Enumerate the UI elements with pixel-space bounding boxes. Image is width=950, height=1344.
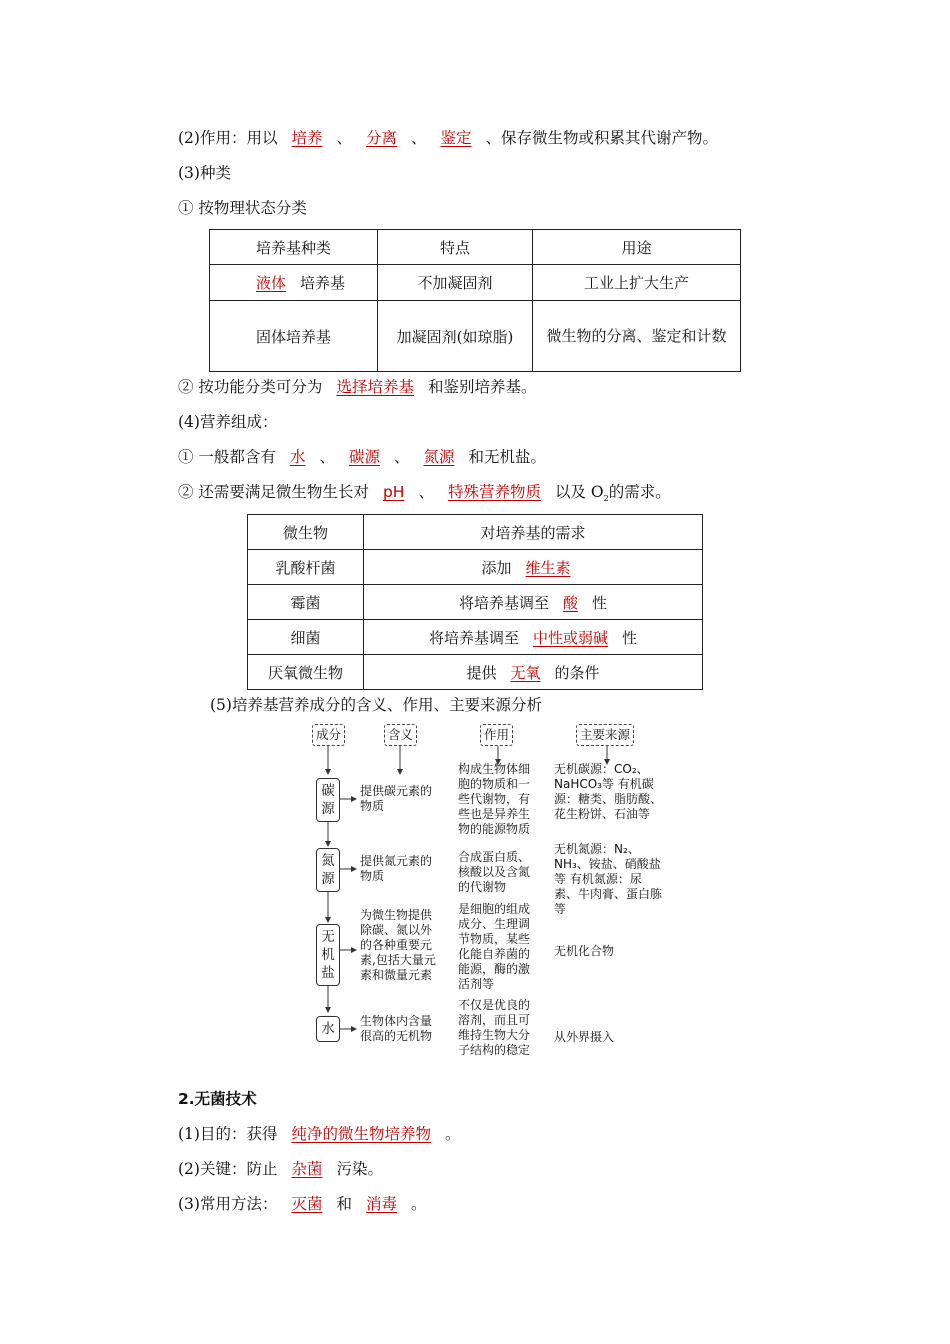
answer-blank: 鉴定 [440, 129, 472, 147]
meaning-water: 生物体内含量很高的无机物 [360, 1014, 433, 1043]
nutrition-heading: (4)营养组成： [178, 413, 278, 431]
table-cell: 液体 培养基 [210, 265, 378, 301]
diagram-header-meaning: 含义 [384, 724, 417, 746]
table-cell: 工业上扩大生产 [533, 265, 741, 301]
table-cell: 将培养基调至 酸 性 [364, 585, 703, 620]
diagram-header-source: 主要来源 [576, 724, 634, 746]
answer-blank: 氮源 [423, 448, 455, 466]
table-cell: 乳酸杆菌 [248, 550, 364, 585]
function-water: 不仅是优良的溶剂，而且可维持生物大分子结构的稳定 [458, 998, 531, 1057]
table-header: 微生物 [248, 515, 364, 550]
answer-blank: 消毒 [366, 1195, 398, 1213]
key-line: (2)关键：防止 杂菌 污染。 [178, 1160, 383, 1178]
table-row [210, 301, 741, 372]
table-cell: 厌氧微生物 [248, 655, 364, 690]
table-cell: 加凝固剂(如琼脂) [378, 301, 533, 372]
methods-line: (3)常用方法： 灭菌 和 消毒 。 [178, 1195, 427, 1213]
diagram-header-function: 作用 [480, 724, 513, 746]
types-heading: (3)种类 [178, 164, 231, 182]
function-carbon: 构成生物体细胞的物质和一些代谢物，有些也是异养生物的能源物质 [458, 762, 531, 836]
table-cell: 不加凝固剂 [378, 265, 533, 301]
table-header: 用途 [533, 230, 741, 265]
answer-blank: 培养 [291, 129, 323, 147]
answer-blank: pH [382, 483, 405, 501]
answer-blank: 纯净的微生物培养物 [291, 1125, 431, 1143]
node-inorganic-salt: 无机盐 [316, 924, 340, 986]
node-water: 水 [316, 1016, 340, 1042]
diagram-header-component: 成分 [312, 724, 345, 746]
microbe-need-table [247, 514, 703, 690]
nutrient-diagram [300, 722, 670, 1072]
source-water: 从外界摄入 [554, 1030, 615, 1044]
table-header: 培养基种类 [210, 230, 378, 265]
answer-blank: 无氧 [510, 663, 541, 682]
table-row [248, 655, 703, 690]
physical-heading: ① 按物理状态分类 [178, 199, 307, 217]
answer-blank: 分离 [366, 129, 398, 147]
source-salt: 无机化合物 [554, 944, 615, 958]
table-row [210, 265, 741, 301]
answer-blank: 酸 [562, 593, 578, 612]
table-header: 对培养基的需求 [364, 515, 703, 550]
table-cell: 固体培养基 [210, 301, 378, 372]
answer-blank: 特殊营养物质 [447, 483, 541, 501]
table-cell: 添加 维生素 [364, 550, 703, 585]
role-line: (2)作用：用以 培养 、 分离 、 鉴定 、保存微生物或积累其代谢产物。 [178, 129, 719, 147]
nutrition-line-1: ① 一般都含有 水 、 碳源 、 氮源 和无机盐。 [178, 448, 547, 466]
node-carbon-source: 碳源 [316, 778, 340, 822]
table-cell: 细菌 [248, 620, 364, 655]
answer-blank: 碳源 [348, 448, 380, 466]
table-row [248, 620, 703, 655]
meaning-salt: 为微生物提供除碳、氮以外的各种重要元素,包括大量元素和微量元素 [360, 908, 436, 982]
table-cell: 霉菌 [248, 585, 364, 620]
table-header: 特点 [378, 230, 533, 265]
table-cell: 将培养基调至 中性或弱碱 性 [364, 620, 703, 655]
source-nitrogen: 无机氮源：N₂、NH₃、铵盐、硝酸盐等 有机氮源：尿素、牛肉膏、蛋白胨等 [554, 842, 663, 916]
function-salt: 是细胞的组成成分、生理调节物质，某些化能自养菌的能源，酶的激活剂等 [458, 902, 531, 991]
table-cell: 微生物的分离、鉴定和计数 [533, 301, 741, 372]
answer-blank: 选择培养基 [336, 378, 414, 396]
function-nitrogen: 合成蛋白质、核酸以及含氮的代谢物 [458, 850, 531, 894]
source-carbon: 无机碳源：CO₂、NaHCO₃等 有机碳源：糖类、脂肪酸、花生粉饼、石油等 [554, 762, 663, 821]
medium-type-table [209, 229, 741, 372]
answer-blank: 维生素 [525, 558, 571, 577]
answer-blank: 中性或弱碱 [532, 628, 608, 647]
table-row [248, 585, 703, 620]
table-row [248, 550, 703, 585]
meaning-carbon: 提供碳元素的物质 [360, 784, 433, 813]
goal-line: (1)目的：获得 纯净的微生物培养物 。 [178, 1125, 461, 1143]
node-nitrogen-source: 氮源 [316, 848, 340, 892]
answer-blank: 灭菌 [291, 1195, 323, 1213]
nutrition-line-2: ② 还需要满足微生物生长对 pH 、 特殊营养物质 以及 $O_2$的需求。 [178, 483, 671, 504]
answer-blank: 水 [289, 448, 306, 466]
answer-blank: 杂菌 [291, 1160, 323, 1178]
answer-blank: 液体 [255, 274, 286, 292]
analysis-heading: (5)培养基营养成分的含义、作用、主要来源分析 [210, 696, 542, 714]
section-2-heading: 2.无菌技术 [178, 1090, 257, 1108]
function-line: ② 按功能分类可分为 选择培养基 和鉴别培养基。 [178, 378, 537, 396]
meaning-nitrogen: 提供氮元素的物质 [360, 854, 433, 883]
table-cell: 提供 无氧 的条件 [364, 655, 703, 690]
